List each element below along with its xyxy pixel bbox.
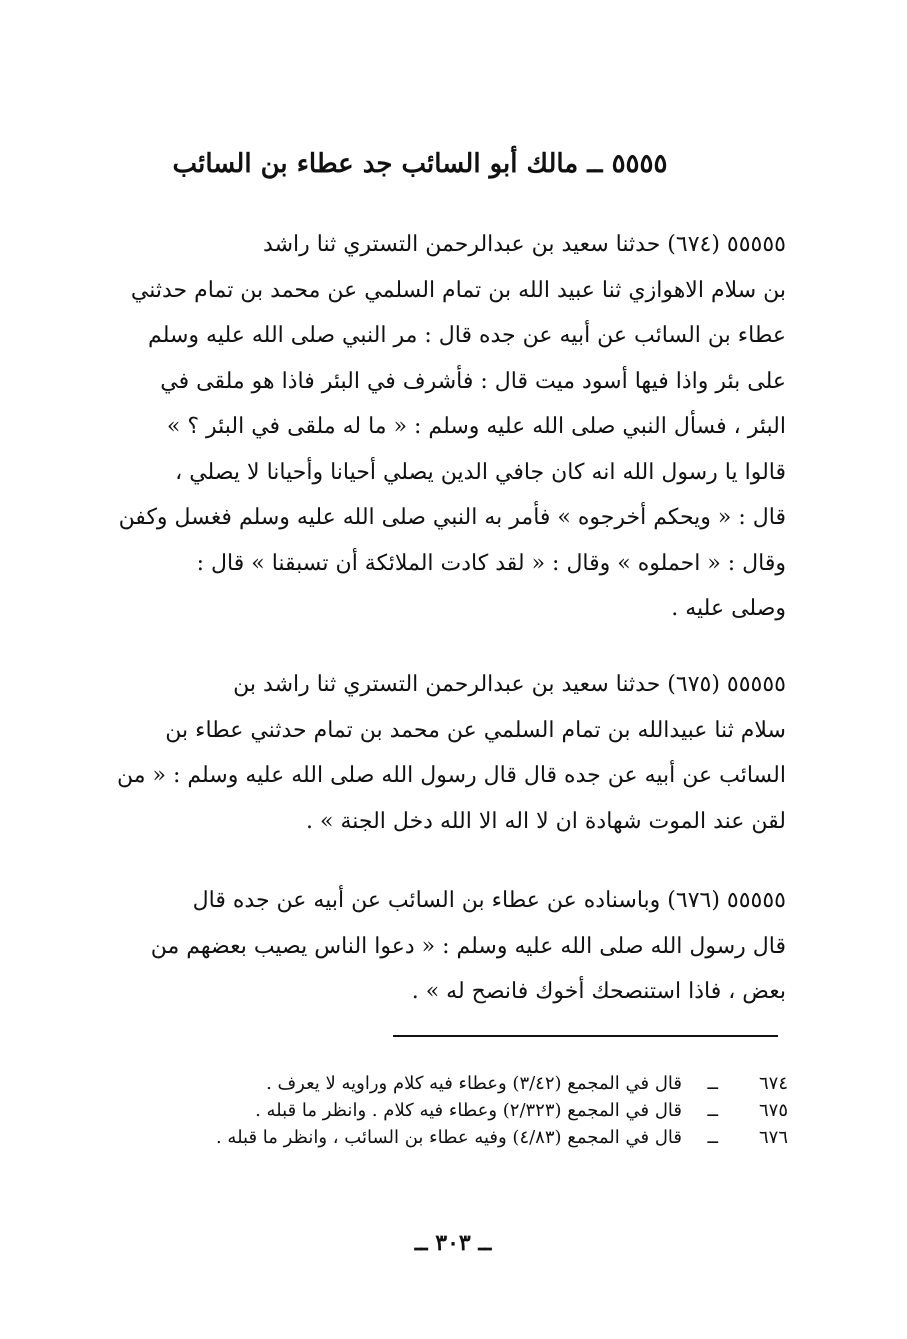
text-line: قال : « ويحكم أخرجوه » فأمر به النبي صلى الله عليه وسلم فغسل وكفن xyxy=(118,505,786,530)
text-line: وصلى عليه . xyxy=(671,596,786,621)
text-line: قالوا يا رسول الله انه كان جافي الدين يصلي أحيانا وأحيانا لا يصلي ، xyxy=(175,459,786,485)
text-line: البئر ، فسأل النبي صلى الله عليه وسلم : « ما له ملقى في البئر ؟ » xyxy=(166,414,786,439)
text-line: على بئر واذا فيها أسود ميت قال : فأشرف في البئر فاذا هو ملقى في xyxy=(160,368,786,394)
text-line: بعض ، فاذا استنصحك أخوك فانصح له » . xyxy=(411,979,786,1004)
text-line: ٥٥٥٥٥ (٦٧٦) وباسناده عن عطاء بن السائب عن أبيه عن جده قال xyxy=(192,888,786,913)
text-line: سلام ثنا عبيدالله بن تمام السلمي عن محمد بن تمام حدثني عطاء بن xyxy=(165,717,786,743)
footnote-text: قال في المجمع (٣/٤٢) وعطاء فيه كلام وراويه لا يعرف . xyxy=(266,1073,682,1094)
footnote-text: قال في المجمع (٢/٣٢٣) وعطاء فيه كلام . وانظر ما قبله . xyxy=(255,1100,682,1121)
text-line: عطاء بن السائب عن أبيه عن جده قال : مر النبي صلى الله عليه وسلم xyxy=(148,323,786,348)
text-line: لقن عند الموت شهادة ان لا اله الا الله دخل الجنة » . xyxy=(306,808,786,834)
text-line: ٥٥٥٥٥ (٦٧٥) حدثنا سعيد بن عبدالرحمن التستري ثنا راشد بن xyxy=(233,672,786,697)
text-line: وقال : « احملوه » وقال : « لقد كادت الملائكة أن تسبقنا » قال : xyxy=(196,550,786,576)
text-line: قال رسول الله صلى الله عليه وسلم : « دعوا الناس يصيب بعضهم من xyxy=(150,933,786,959)
text-line: بن سلام الاهوازي ثنا عبيد الله بن تمام السلمي عن محمد بن تمام حدثني xyxy=(130,277,786,303)
footnote-674 xyxy=(140,1070,788,1097)
footnote-676 xyxy=(140,1124,788,1151)
footnote-divider xyxy=(393,1035,778,1037)
hadith-entry-675 xyxy=(78,662,786,844)
hadith-entry-674 xyxy=(78,222,786,632)
footnote-675 xyxy=(140,1097,788,1124)
footnote-dash: ــ xyxy=(707,1100,718,1121)
footnotes xyxy=(140,1070,788,1151)
footnote-number: ٦٧٦ xyxy=(758,1127,788,1148)
footnote-number: ٦٧٥ xyxy=(758,1100,788,1121)
footnote-number: ٦٧٤ xyxy=(758,1073,788,1094)
text-line: ٥٥٥٥٥ (٦٧٤) حدثنا سعيد بن عبدالرحمن التستري ثنا راشد xyxy=(263,232,786,257)
footnote-dash: ــ xyxy=(707,1127,718,1148)
section-heading: ٥٥٥٥ ــ مالك أبو السائب جد عطاء بن السائب xyxy=(172,149,668,179)
footnote-dash: ــ xyxy=(707,1073,718,1094)
text-line: السائب عن أبيه عن جده قال قال رسول الله صلى الله عليه وسلم : « من xyxy=(117,763,786,788)
page-number: ــ ٣٠٣ ــ xyxy=(414,1230,492,1256)
footnote-text: قال في المجمع (٤/٨٣) وفيه عطاء بن السائب ، وانظر ما قبله . xyxy=(215,1127,682,1148)
hadith-entry-676 xyxy=(78,878,786,1015)
